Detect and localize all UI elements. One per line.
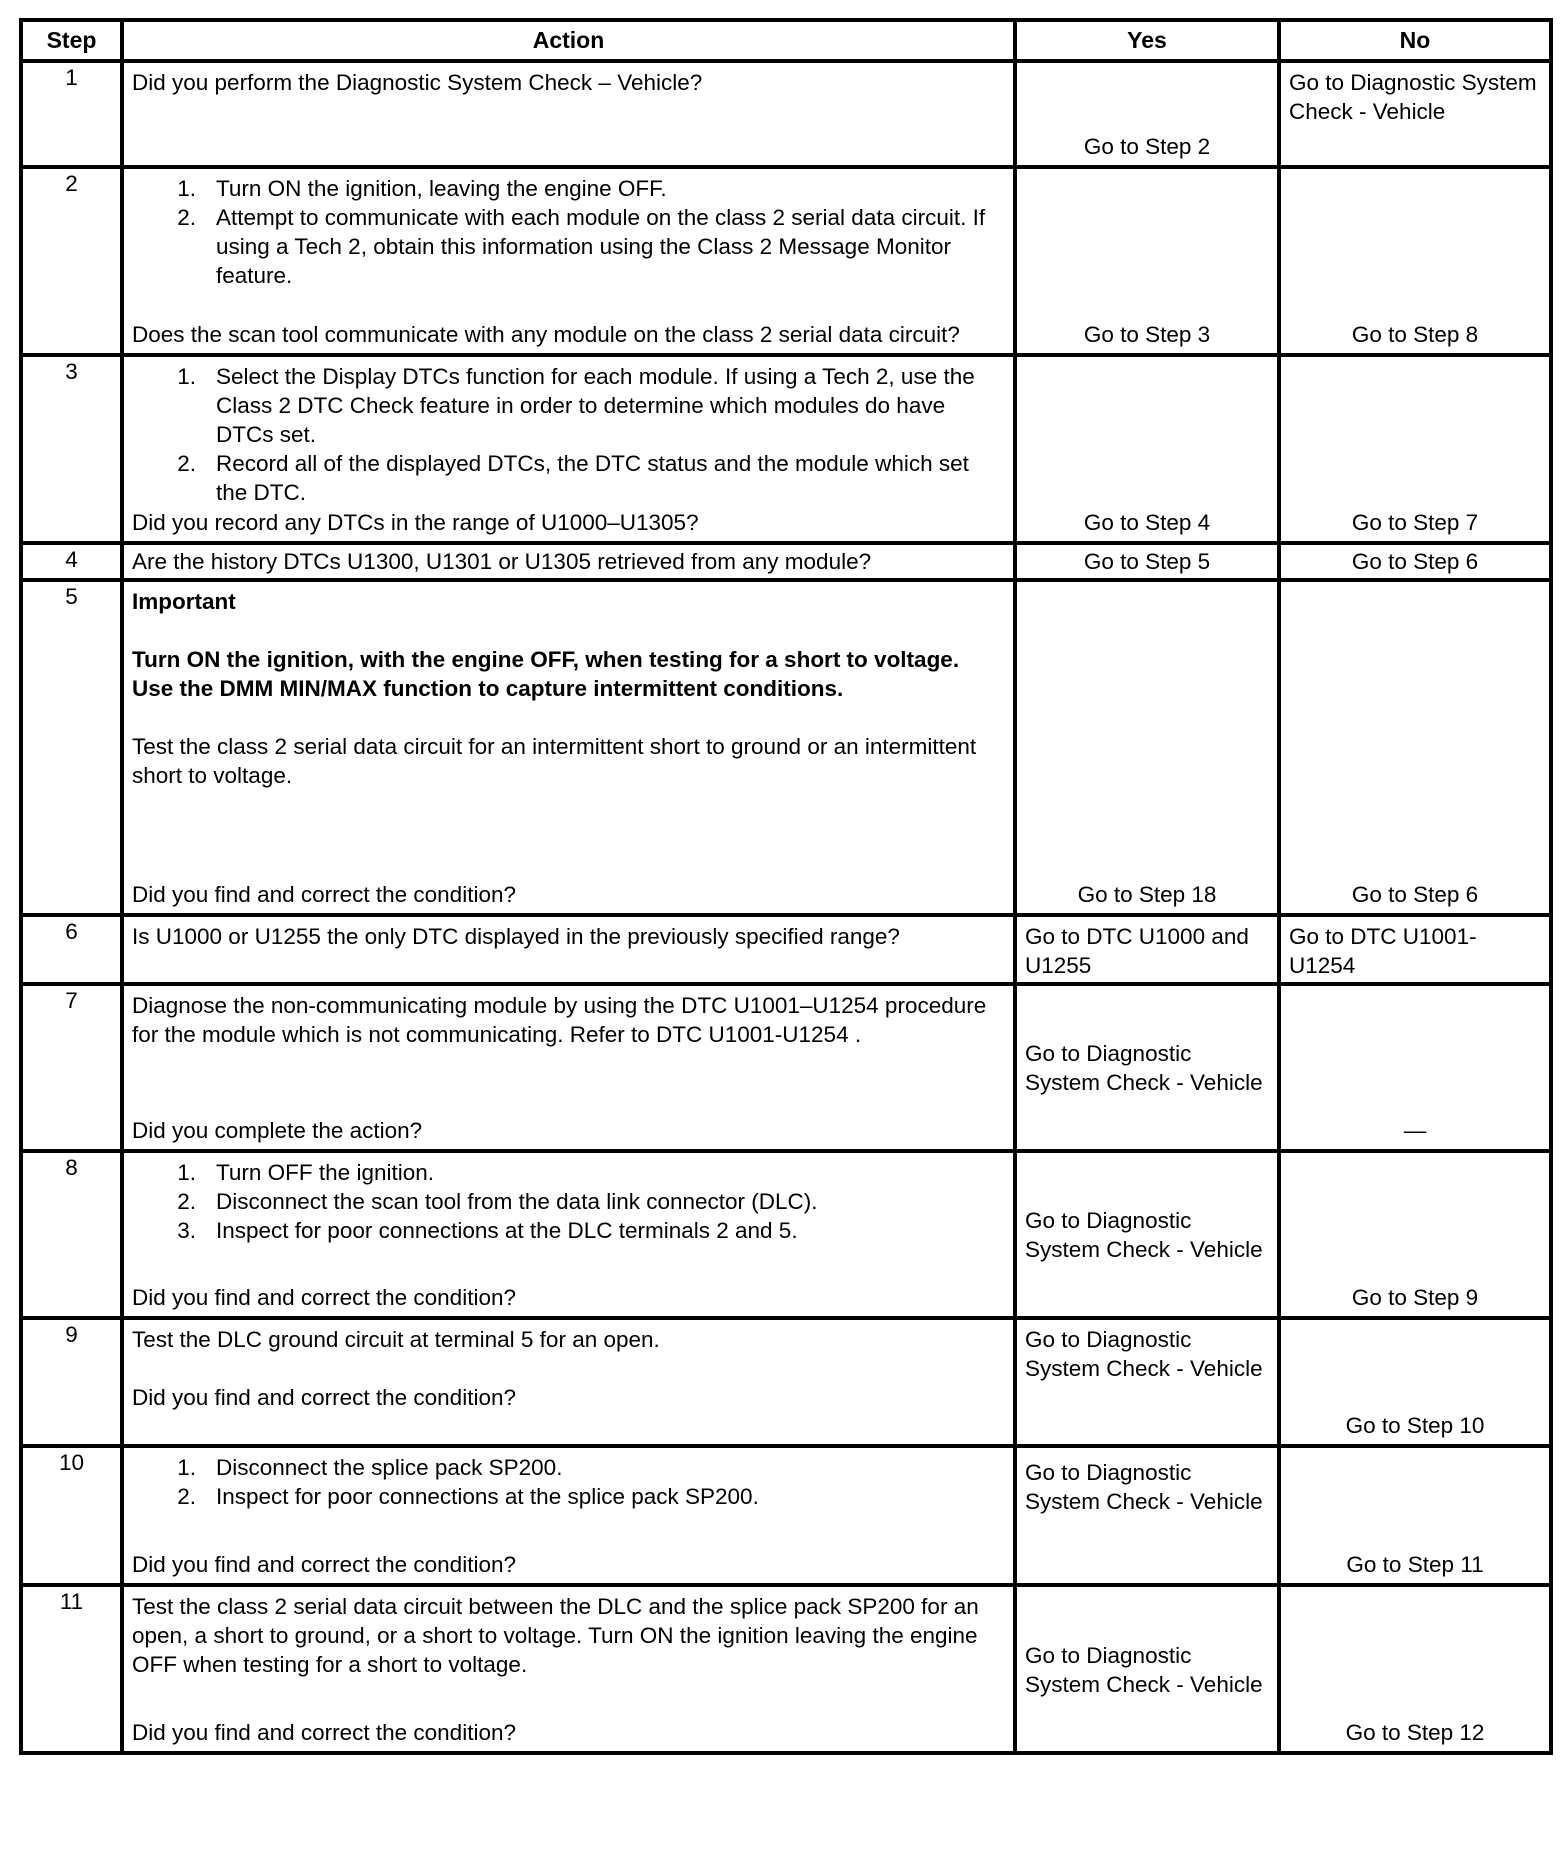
step-number: 10 — [21, 1446, 122, 1585]
no-cell — [1279, 580, 1551, 915]
yes-cell — [1015, 167, 1279, 355]
action-question: Is U1000 or U1255 the only DTC displayed in the previously specified range? — [132, 924, 900, 949]
no-result: — — [1403, 1118, 1427, 1143]
step-number: 4 — [21, 543, 122, 580]
no-result: Go to Step 10 — [1345, 1413, 1485, 1438]
step-number: 8 — [21, 1151, 122, 1318]
action-cell — [122, 543, 1015, 580]
no-cell — [1279, 61, 1551, 167]
no-result: Go to Diagnostic System Check - Vehicle — [1289, 70, 1537, 124]
no-result: Go to Step 11 — [1346, 1552, 1484, 1577]
table-row — [21, 1446, 1551, 1585]
action-cell — [122, 984, 1015, 1151]
no-cell — [1279, 1151, 1551, 1318]
no-cell — [1279, 355, 1551, 543]
header-no: No — [1279, 20, 1551, 61]
header-yes: Yes — [1015, 20, 1279, 61]
table-row — [21, 1151, 1551, 1318]
yes-cell — [1015, 1585, 1279, 1753]
step-number: 5 — [21, 580, 122, 915]
action-question: Did you find and correct the condition? — [132, 1720, 516, 1745]
action-cell — [122, 915, 1015, 984]
yes-cell — [1015, 1151, 1279, 1318]
list-item: 2. Attempt to communicate with each module on the class 2 serial data circuit. If using a Tech 2, obtain this information using the Class 2 Message Monitor feature. — [132, 203, 1005, 290]
diagnostic-table — [19, 18, 1553, 1755]
yes-result: Go to Diagnostic System Check - Vehicle — [1025, 1208, 1263, 1262]
list-number: 1. — [177, 1160, 196, 1185]
action-steps-list — [132, 1158, 1005, 1245]
no-cell — [1279, 1446, 1551, 1585]
list-item: 3. Inspect for poor connections at the DLC terminals 2 and 5. — [132, 1216, 1005, 1245]
header-row — [21, 20, 1551, 61]
yes-cell — [1015, 61, 1279, 167]
list-item: 1. Disconnect the splice pack SP200. — [132, 1453, 1005, 1482]
no-result: Go to Step 8 — [1351, 322, 1479, 347]
table-row — [21, 984, 1551, 1151]
action-cell — [122, 1318, 1015, 1446]
yes-result: Go to Diagnostic System Check - Vehicle — [1025, 1327, 1263, 1381]
list-item: 2. Disconnect the scan tool from the data link connector (DLC). — [132, 1187, 1005, 1216]
action-body: Diagnose the non-communicating module by using the DTC U1001–U1254 procedure for the module which is not communicating. Refer to DTC U1001-U1254 . — [132, 993, 987, 1047]
list-number: 2. — [177, 451, 196, 476]
action-cell — [122, 580, 1015, 915]
no-result: Go to Step 6 — [1351, 549, 1479, 574]
no-cell — [1279, 1585, 1551, 1753]
list-item: 1. Turn OFF the ignition. — [132, 1158, 1005, 1187]
no-result: Go to Step 12 — [1345, 1720, 1485, 1745]
list-number: 3. — [177, 1218, 196, 1243]
table-row — [21, 167, 1551, 355]
action-question: Are the history DTCs U1300, U1301 or U1305 retrieved from any module? — [132, 549, 872, 574]
list-item: 2. Inspect for poor connections at the splice pack SP200. — [132, 1482, 1005, 1511]
yes-cell — [1015, 984, 1279, 1151]
action-question: Did you perform the Diagnostic System Check – Vehicle? — [132, 70, 703, 95]
action-body: Test the class 2 serial data circuit for an intermittent short to ground or an intermittent short to voltage. — [132, 734, 977, 788]
yes-cell — [1015, 915, 1279, 984]
table-row — [21, 355, 1551, 543]
yes-cell — [1015, 580, 1279, 915]
action-question: Did you find and correct the condition? — [132, 1385, 516, 1410]
list-item: 2. Record all of the displayed DTCs, the DTC status and the module which set the DTC. — [132, 449, 1005, 507]
step-number: 2 — [21, 167, 122, 355]
yes-cell — [1015, 1318, 1279, 1446]
action-cell — [122, 1151, 1015, 1318]
action-cell — [122, 167, 1015, 355]
table-row — [21, 543, 1551, 580]
action-question: Does the scan tool communicate with any module on the class 2 serial data circuit? — [132, 322, 960, 347]
action-cell — [122, 1585, 1015, 1753]
action-cell — [122, 1446, 1015, 1585]
step-number: 9 — [21, 1318, 122, 1446]
list-item: 1. Turn ON the ignition, leaving the engine OFF. — [132, 174, 1005, 203]
yes-result: Go to Diagnostic System Check - Vehicle — [1025, 1041, 1263, 1095]
list-item: 1. Select the Display DTCs function for each module. If using a Tech 2, use the Class 2 DTC Check feature in order to determine which modules do have DTCs set. — [132, 362, 1005, 449]
important-title: Important — [132, 589, 236, 614]
table-row — [21, 61, 1551, 167]
action-question: Did you complete the action? — [132, 1118, 423, 1143]
step-number: 6 — [21, 915, 122, 984]
table-row — [21, 915, 1551, 984]
table-row — [21, 1585, 1551, 1753]
step-number: 11 — [21, 1585, 122, 1753]
header-step: Step — [21, 20, 122, 61]
action-steps-list — [132, 362, 1005, 507]
list-number: 1. — [177, 364, 196, 389]
no-cell — [1279, 915, 1551, 984]
yes-cell — [1015, 543, 1279, 580]
yes-result: Go to Step 4 — [1083, 510, 1211, 535]
header-action: Action — [122, 20, 1015, 61]
no-result: Go to DTC U1001-U1254 — [1289, 924, 1477, 978]
action-question: Did you find and correct the condition? — [132, 1552, 516, 1577]
action-cell — [122, 355, 1015, 543]
list-number: 2. — [177, 1189, 196, 1214]
yes-result: Go to Step 5 — [1083, 549, 1211, 574]
list-number: 1. — [177, 176, 196, 201]
action-body: Test the class 2 serial data circuit between the DLC and the splice pack SP200 for an open, a short to ground, or a short to voltage. Turn ON the ignition leaving the engine OFF when testing for a short to voltage. — [132, 1594, 979, 1677]
no-result: Go to Step 9 — [1351, 1285, 1479, 1310]
important-note: Turn ON the ignition, with the engine OFF, when testing for a short to voltage. Use the DMM MIN/MAX function to capture intermittent conditions. — [132, 647, 960, 701]
step-number: 3 — [21, 355, 122, 543]
yes-result: Go to Step 18 — [1077, 882, 1217, 907]
step-number: 1 — [21, 61, 122, 167]
list-number: 2. — [177, 205, 196, 230]
action-body: Test the DLC ground circuit at terminal 5 for an open. — [132, 1327, 660, 1352]
action-steps-list — [132, 174, 1005, 290]
no-cell — [1279, 167, 1551, 355]
yes-cell — [1015, 355, 1279, 543]
no-cell — [1279, 543, 1551, 580]
yes-result: Go to Diagnostic System Check - Vehicle — [1025, 1642, 1263, 1697]
action-cell — [122, 61, 1015, 167]
no-cell — [1279, 1318, 1551, 1446]
no-result: Go to Step 6 — [1351, 882, 1479, 907]
no-result: Go to Step 7 — [1351, 510, 1479, 535]
no-cell — [1279, 984, 1551, 1151]
action-question: Did you record any DTCs in the range of U1000–U1305? — [132, 510, 699, 535]
action-steps-list — [132, 1453, 1005, 1511]
action-question: Did you find and correct the condition? — [132, 1285, 516, 1310]
list-number: 2. — [177, 1484, 196, 1509]
action-question: Did you find and correct the condition? — [132, 882, 516, 907]
table-row — [21, 1318, 1551, 1446]
yes-result: Go to Step 3 — [1083, 322, 1211, 347]
yes-result: Go to Step 2 — [1083, 134, 1211, 159]
list-number: 1. — [177, 1455, 196, 1480]
table-row — [21, 580, 1551, 915]
yes-result: Go to Diagnostic System Check - Vehicle — [1025, 1460, 1263, 1514]
yes-result: Go to DTC U1000 and U1255 — [1025, 924, 1249, 978]
yes-cell — [1015, 1446, 1279, 1585]
step-number: 7 — [21, 984, 122, 1151]
